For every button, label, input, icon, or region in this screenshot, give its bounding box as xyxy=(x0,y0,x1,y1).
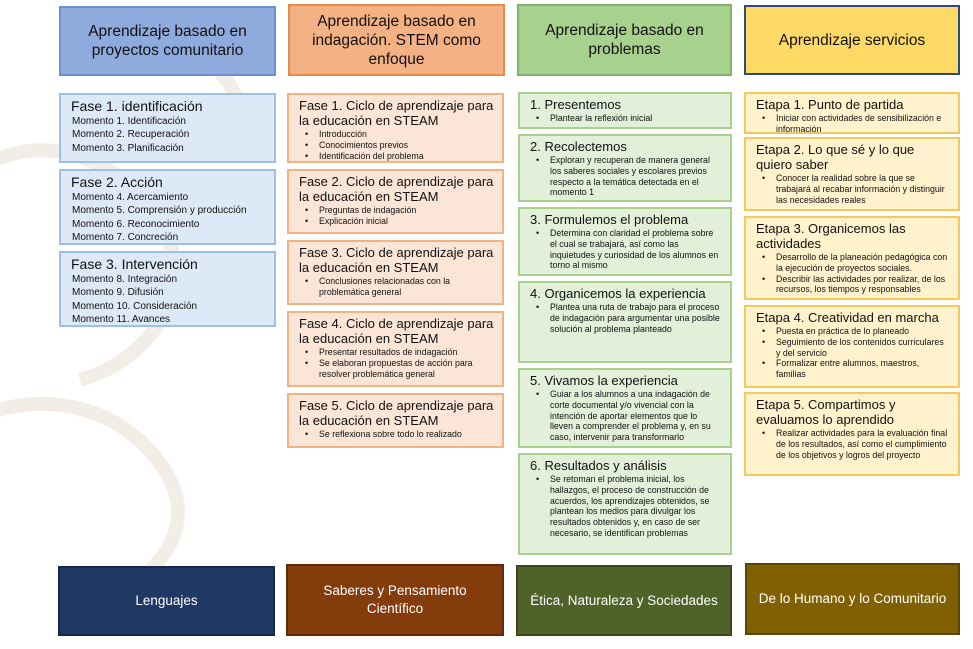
col4-card-5 xyxy=(744,392,960,476)
col2-header: Aprendizaje basado en indagación. STEM como enfoque xyxy=(288,4,505,76)
card-item: • Guiar a los alumnos a una indagación de corte documental y/o vivencial con la intención de aportar elementos que lo lleven a comprender el problema y, en su caso, intervenir para transformarlo xyxy=(550,389,722,443)
card-title: Fase 3. Ciclo de aprendizaje para la educación en STEAM xyxy=(299,245,494,275)
col4-card-1 xyxy=(744,92,960,134)
card-title: Fase 5. Ciclo de aprendizaje para la educación en STEAM xyxy=(299,398,494,428)
col4-card-3 xyxy=(744,216,960,300)
col1-card-1 xyxy=(59,93,276,163)
card-title: 1. Presentemos xyxy=(530,97,622,112)
card-item: • Desarrollo de la planeación pedagógica con la ejecución de proyectos sociales. xyxy=(776,252,950,274)
card-title: 6. Resultados y análisis xyxy=(530,458,667,473)
col2-card-4 xyxy=(287,311,504,387)
card-item: • Identificación del problema xyxy=(319,151,494,162)
card-item: • Puesta en práctica de lo planeado xyxy=(776,326,950,337)
col4-card-4 xyxy=(744,305,960,388)
card-title: Etapa 5. Compartimos y evaluamos lo aprendido xyxy=(756,397,896,427)
card-item: • Se elaboran propuestas de acción para resolver problemática general xyxy=(319,358,494,380)
card-item: • Plantea una ruta de trabajo para el proceso de indagación para argumentar una posible solución al problema planteado xyxy=(550,302,722,334)
col2-card-1 xyxy=(287,93,504,163)
card-title: 5. Vivamos la experiencia xyxy=(530,373,678,388)
card-item: • Presentar resultados de indagación xyxy=(319,347,494,358)
card-item: Momento 2. Recuperación xyxy=(72,129,190,141)
col4-area: De lo Humano y lo Comunitario xyxy=(745,563,960,635)
card-item: Momento 6. Reconocimiento xyxy=(72,218,200,230)
col1-area: Lenguajes xyxy=(58,566,275,636)
card-title: Fase 4. Ciclo de aprendizaje para la educación en STEAM xyxy=(299,316,494,346)
card-item: • Formalizar entre alumnos, maestros, familias xyxy=(776,358,950,380)
col3-card-1 xyxy=(518,92,732,129)
card-item: • Explicación inicial xyxy=(319,216,494,227)
card-item: • Conocer la realidad sobre la que se trabajará al recabar información y distinguir las necesidades reales xyxy=(776,173,950,205)
card-item: • Introducción xyxy=(319,129,494,140)
card-title: Fase 2. Acción xyxy=(71,174,163,190)
card-item: • Se retoman el problema inicial, los hallazgos, el proceso de construcción de acuerdos, los aprendizajes obtenidos, se plantean los medios para divulgar los resultados obtenidos y, en caso de ser necesario, se identifican problemas xyxy=(550,474,722,539)
card-title: Etapa 3. Organicemos las actividades xyxy=(756,221,906,251)
col2-area: Saberes y Pensamiento Científico xyxy=(286,564,504,636)
card-item: Momento 8. Integración xyxy=(72,274,178,285)
col3-card-4 xyxy=(518,281,732,363)
col1-card-2 xyxy=(59,169,276,245)
card-title: Etapa 2. Lo que sé y lo que quiero saber xyxy=(756,142,915,172)
col1-card-3 xyxy=(59,251,276,327)
card-item: • Se reflexiona sobre todo lo realizado xyxy=(319,429,494,440)
card-item: • Conclusiones relacionadas con la problemática general xyxy=(319,276,494,298)
col3-area: Ética, Naturaleza y Sociedades xyxy=(516,565,732,636)
card-item: • Plantear la reflexión inicial xyxy=(550,113,722,124)
col2-card-2 xyxy=(287,169,504,234)
card-item: • Exploran y recuperan de manera general los saberes sociales y escolares previos respecto a la temática detectada en el momento 1 xyxy=(550,155,722,198)
card-title: Etapa 1. Punto de partida xyxy=(756,97,904,112)
card-title: Etapa 4. Creatividad en marcha xyxy=(756,310,939,325)
card-item: • Realizar actividades para la evaluación final de los resultados, así como el cumplimiento de los objetivos y logros del proyecto xyxy=(776,428,950,460)
col3-card-3 xyxy=(518,207,732,276)
col3-card-2 xyxy=(518,134,732,202)
card-title: 4. Organicemos la experiencia xyxy=(530,286,706,301)
card-title: Fase 2. Ciclo de aprendizaje para la educación en STEAM xyxy=(299,174,494,204)
col2-card-3 xyxy=(287,240,504,305)
card-item: Momento 5. Comprensión y producción xyxy=(72,205,247,217)
card-title: 2. Recolectemos xyxy=(530,139,627,154)
col3-card-6 xyxy=(518,453,732,555)
card-item: Momento 3. Planificación xyxy=(72,142,184,154)
card-item: • Iniciar con actividades de sensibilización e información xyxy=(776,113,950,134)
col4-card-2 xyxy=(744,137,960,211)
card-title: Fase 1. identificación xyxy=(71,98,203,114)
card-item: • Seguimiento de los contenidos curriculares y del servicio xyxy=(776,337,950,359)
card-item: Momento 7. Concreción xyxy=(72,231,179,243)
col4-header: Aprendizaje servicios xyxy=(744,5,960,75)
card-item: • Determina con claridad el problema sobre el cual se trabajará, así como las inquietudes y curiosidad de los alumnos en torno al mismo xyxy=(550,228,722,271)
col3-card-5 xyxy=(518,368,732,448)
card-item: Momento 4. Acercamiento xyxy=(72,192,189,203)
card-item: • Describir las actividades por realizar, de los recursos, los tiempos y responsables xyxy=(776,274,950,296)
card-item: • Conocimientos previos xyxy=(319,140,494,151)
card-title: 3. Formulemos el problema xyxy=(530,212,689,227)
card-item: • Preguntas de indagación xyxy=(319,205,494,216)
col2-card-5 xyxy=(287,393,504,448)
col1-header: Aprendizaje basado en proyectos comunitario xyxy=(59,6,276,76)
card-item: Momento 11. Avances xyxy=(72,313,171,325)
card-title: Fase 1. Ciclo de aprendizaje para la educación en STEAM xyxy=(299,98,494,128)
card-item: Momento 1. Identificación xyxy=(72,116,186,127)
col3-header: Aprendizaje basado en problemas xyxy=(517,4,732,76)
card-item: Momento 10. Consideración xyxy=(72,300,198,312)
card-item: Momento 9. Difusión xyxy=(72,287,164,299)
card-title: Fase 3. Intervención xyxy=(71,256,198,272)
